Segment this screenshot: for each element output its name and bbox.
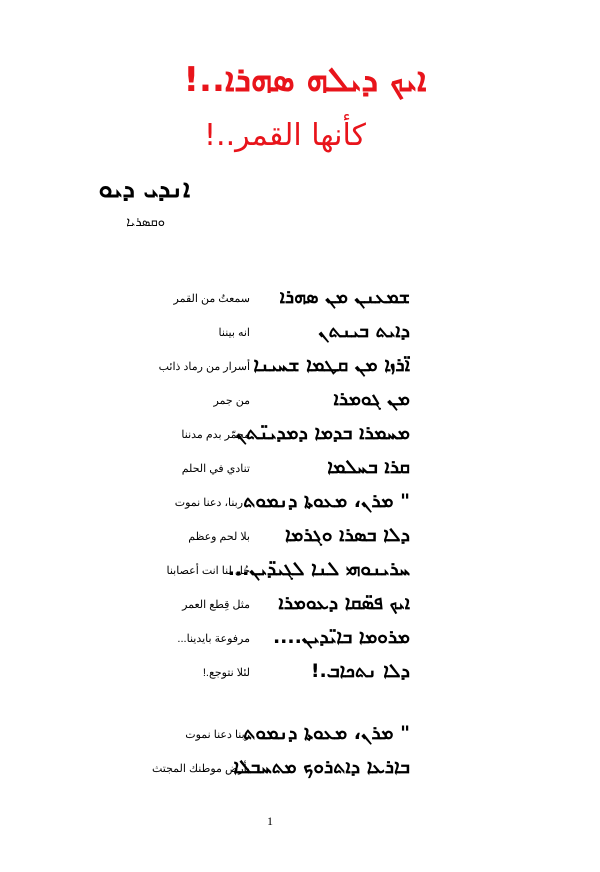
poem-line-arabic: من جمر xyxy=(213,395,250,407)
poem-line-arabic: سمعتُ من القمر xyxy=(173,293,250,305)
poem-line-syriac: ܐ̈ܪܙܐ ܡܢ ܩܛܡܐ ܫܚܝܢܐ xyxy=(253,354,410,376)
poem-line-syriac: ܡܪܘܡܐ ܒܐܝ̈ܕܝܢ.... xyxy=(272,626,410,648)
poem-line-syriac: ܡܚܡܪܐ ܒܕܡܐ ܕܡܕܝܢ̈ܬܢ xyxy=(235,422,410,444)
poem-line-syriac: ܕܠܐ ܒܣܪܐ ܘܓܪܡܐ xyxy=(284,524,410,546)
poem-line-syriac: " ܡܪܢ، ܡܥܘܬܐ ܕܢܡܘܬ xyxy=(243,490,410,512)
poem-line-syriac: ܚܪܝܢܘܗܝ ܠܢܐ ܠܓܝܕ̈ܝܢ... xyxy=(227,558,410,580)
poem-line-syriac: ܩܪܐ ܒܚܠܡܐ xyxy=(327,456,410,478)
poem-line-arabic: حُل لنا انت أعصابنا xyxy=(166,565,250,577)
poem-line-arabic: " ربنا، دعنا نموت xyxy=(174,497,250,509)
author-name-syriac: ܐܢܕܝ ܕܝܘ xyxy=(98,174,190,203)
poem-line-syriac: ܕܠܐ ܢܬܟܐܒ.! xyxy=(310,660,410,682)
author-subtitle: ܘܩܣܪܝܐ xyxy=(126,215,165,230)
poem-line-syriac: ܫܡܥܢܢ ܡܢ ܣܗܪܐ xyxy=(279,286,410,308)
poem-line-arabic: أسرار من رماد ذائب xyxy=(158,361,250,373)
poem-line-syriac: " ܡܪܢ، ܡܥܘܬܐ ܕܢܡܘܬ xyxy=(243,722,410,744)
poem-line-arabic: بلا لحم وعظم xyxy=(188,531,250,543)
poem-title-syriac: ܐܝܟ ܕܝܠܗ ܣܗܪܐ..! xyxy=(183,60,427,100)
poem-line-syriac: ܡܢ ܓܘܡܪܐ xyxy=(333,388,410,410)
poem-line-arabic: محمّر بدم مدننا xyxy=(181,429,250,441)
poem-line-arabic: مرفوعة بايدينا... xyxy=(177,633,250,645)
poem-line-arabic: ربنا دعنا نموت xyxy=(185,729,250,741)
page-number: 1 xyxy=(267,814,273,828)
poem-line-syriac: ܕܐܝܬ ܒܝܢܬܢ xyxy=(318,320,410,342)
poem-line-syriac: ܒܐܪܥܐ ܕܐܬܪܘܟ ܡܬܚܒܠܐ xyxy=(233,756,410,778)
poem-line-arabic: انه بيننا xyxy=(218,327,250,339)
poem-line-arabic: بأرض موطنك المجتث xyxy=(151,763,250,775)
poem-title-arabic: كأنها القمر..! xyxy=(204,118,366,153)
poem-line-syriac: ܐܝܟ ܦܣ̈ܩܐ ܕܥܘܡܪܐ xyxy=(278,592,410,614)
poem-line-arabic: لئلا نتوجع.! xyxy=(202,667,250,679)
poem-line-arabic: مثل قِطع العمر xyxy=(182,599,250,611)
poem-line-arabic: تنادي في الحلم xyxy=(181,463,250,475)
